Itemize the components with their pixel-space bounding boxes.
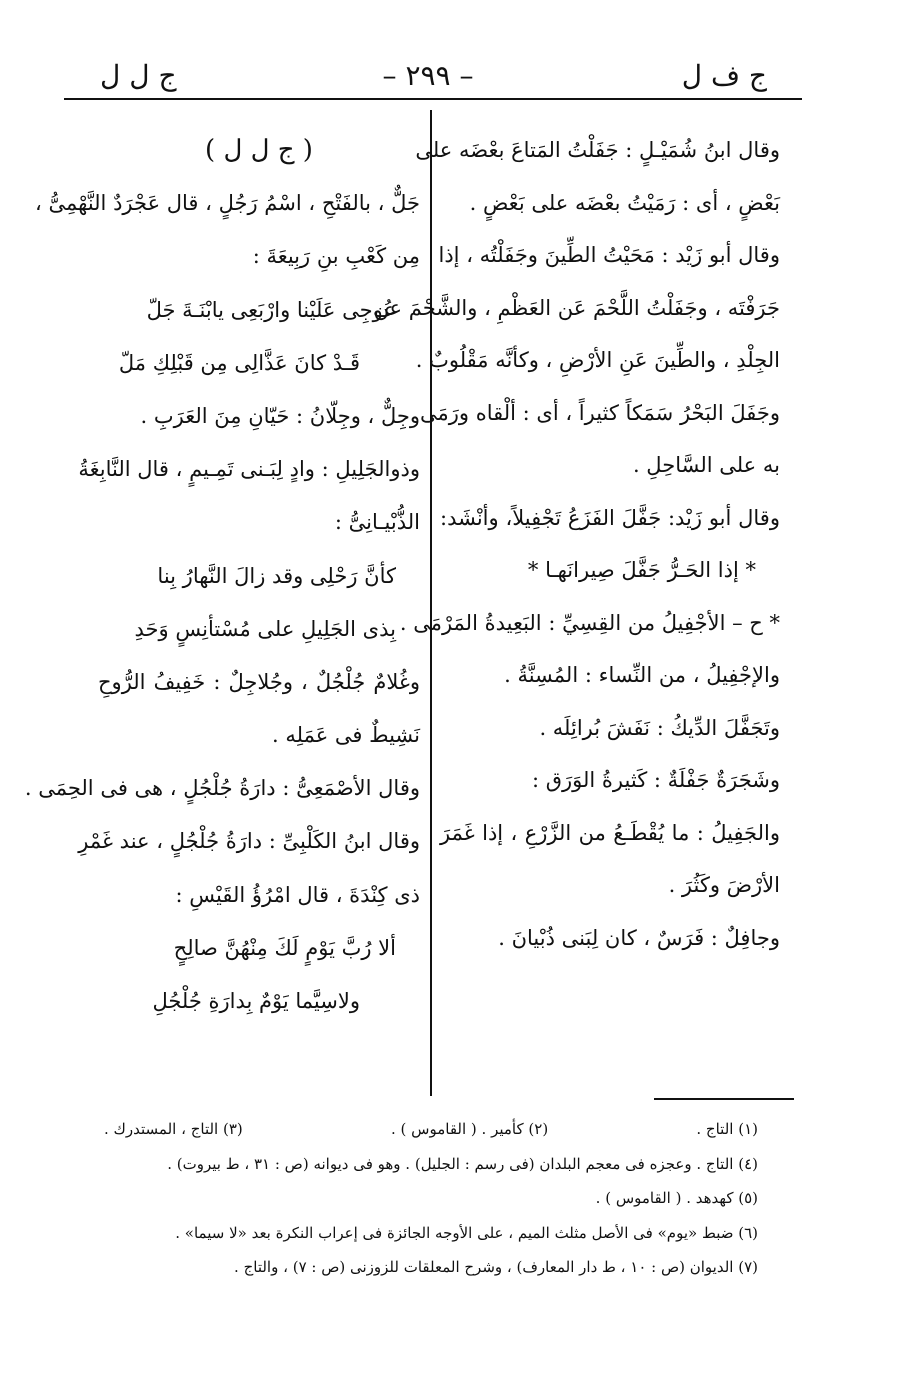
text-line: وذوالجَلِيلِ : وادٍ لِبَـنى تَمِـيمٍ ، قال النَّابِغَةُ (78, 457, 420, 482)
footnote-rule (654, 1098, 794, 1100)
text-line: ذى كِنْدَةَ ، قال امْرُؤُ القَيْسِ : (175, 882, 420, 907)
header-root-right: ج ف ل (681, 59, 767, 92)
verse-line: كأنَّ رَحْلِى وقد زالَ النَّهارُ بِنا (157, 563, 396, 588)
text-line: وقال ابنُ الكَلْبِىِّ : دارَةُ جُلْجُلٍ ، عند غَمْرِ (78, 829, 420, 854)
text-line: مِن كَعْبِ بنِ رَبِيعَةَ : (252, 244, 420, 269)
text-line: والجَفِيلُ : ما يُقْطَـعُ من الزَّرْعِ ، إذا غَمَرَ (440, 820, 780, 845)
verse-line: بِذى الجَلِيلِ على مُسْتأنِسٍ وَحَدِ (134, 616, 396, 641)
text-line: وقال ابنُ شُمَيْـلٍ : جَفَلْتُ المَتاعَ بعْضَه على (415, 138, 780, 162)
text-line: وغُلامٌ جُلْجُلٌ ، وجُلاجِلٌ : خَفِيفُ الرُّوحِ (98, 669, 420, 694)
text-line: بَعْضٍ ، أى : رَمَيْتُ بعْضَه على بَعْضٍ . (469, 190, 780, 215)
verse-line: عُوجِى عَلَيْنا وارْبَعِى يابْنَـةَ جَلّ (146, 297, 396, 322)
text-line: وقال الأصْمَعِىُّ : دارَةُ جُلْجُلٍ ، هى فى الحِمَى . (24, 776, 420, 801)
footnote-4: (٤) التاج . وعجزه فى معجم البلدان (فى رسم : الجليل) . وهو فى ديوانه (ص : ٣١ ، ط بيروت) . (167, 1154, 758, 1173)
text-line: جَلٌّ ، بالفَتْحِ ، اسْمُ رَجُلٍ ، قال عَجْرَدٌ النَّهْمِىُّ ، (35, 191, 420, 216)
text-line: والإجْفِيلُ ، من النِّساء : المُسِنَّةُ . (504, 663, 780, 687)
text-line: الأرْضَ وكَثُرَ . (668, 873, 780, 897)
text-line: جَرَفْتَه ، وجَفَلْتُ اللَّحْمَ عَن العَظْمِ ، والشَّحْمَ عن (373, 295, 780, 320)
footnotes (104, 1112, 758, 1285)
text-line: وجَفَلَ البَحْرُ سَمَكاً كثيراً ، أى : ألْقاه ورَمَى (419, 400, 780, 425)
text-line: الذُّبْيـانِىُّ : (334, 510, 420, 535)
text-line: به على السَّاحِلِ . (632, 453, 780, 477)
text-line: * ح – الأجْفِيلُ من القِسِيِّ : البَعِيدةُ المَرْمَى . (399, 610, 780, 635)
page-number: – ٢٩٩ – (382, 59, 474, 92)
text-line: نَشِيطٌ فى عَمَلِه . (272, 723, 420, 748)
section-title: ( ج ل ل ) (205, 135, 313, 165)
header-rule (64, 98, 802, 100)
text-line: وقال أبو زَيْد: جَفَّلَ الفَزَعُ تَجْفِيلاً، وأنْشَد: (440, 505, 780, 530)
text-line: وجِلٌّ ، وجِلّانُ : حَيّانِ مِنَ العَرَبِ . (140, 403, 420, 428)
verse-line: ألا رُبَّ يَوْمٍ لَكَ مِنْهُنَّ صالِحٍ (173, 935, 396, 960)
footnote-6: (٦) ضبط «يوم» فى الأصل مثلث الميم ، على الأوجه الجائزة فى إعراب النكرة بعد «لا سيما» . (175, 1223, 758, 1242)
footnote-1: (١) التاج . (696, 1120, 758, 1138)
text-line: الجِلْدِ ، والطِّينَ عَنِ الأرْضِ ، وكأنَّه مَقْلُوبٌ . (415, 348, 780, 372)
text-line: وقال أبو زَيْد : مَحَيْتُ الطِّينَ وجَفَلْتُه ، إذا (438, 243, 780, 267)
footnote-7: (٧) الديوان (ص : ١٠ ، ط دار المعارف) ، وشرح المعلقات للزوزنى (ص : ٧) ، والتاج . (234, 1258, 758, 1276)
text-line: وتَجَفَّلَ الدِّيكُ : نَفَشَ بُرائِلَه . (539, 715, 780, 740)
verse-line: * إذا الحَـرُّ جَفَّلَ صِيرانَهـا * (527, 558, 756, 582)
text-line: وجافِلٌ : فَرَسٌ ، كان لِبَنى ذُبْيانَ . (498, 925, 780, 950)
footnote-5: (٥) كهدهد . ( القاموس ) . (595, 1189, 758, 1207)
footnote-row (104, 1112, 758, 1147)
text-line: وشَجَرَةٌ جَفْلَةٌ : كَثيرةُ الوَرَق : (531, 768, 780, 792)
verse-line: قَـدْ كانَ عَذَّالِى مِن قَبْلِكِ مَلّ (118, 350, 360, 375)
footnote-2: (٢) كأمير . ( القاموس ) . (391, 1120, 549, 1138)
footnote-3: (٣) التاج ، المستدرك . (104, 1120, 243, 1138)
header-root-left: ج ل ل (100, 59, 177, 92)
verse-line: ولاسِيَّما يَوْمٌ بِدارَةِ جُلْجُلِ (152, 989, 360, 1013)
left-column (24, 124, 420, 1028)
